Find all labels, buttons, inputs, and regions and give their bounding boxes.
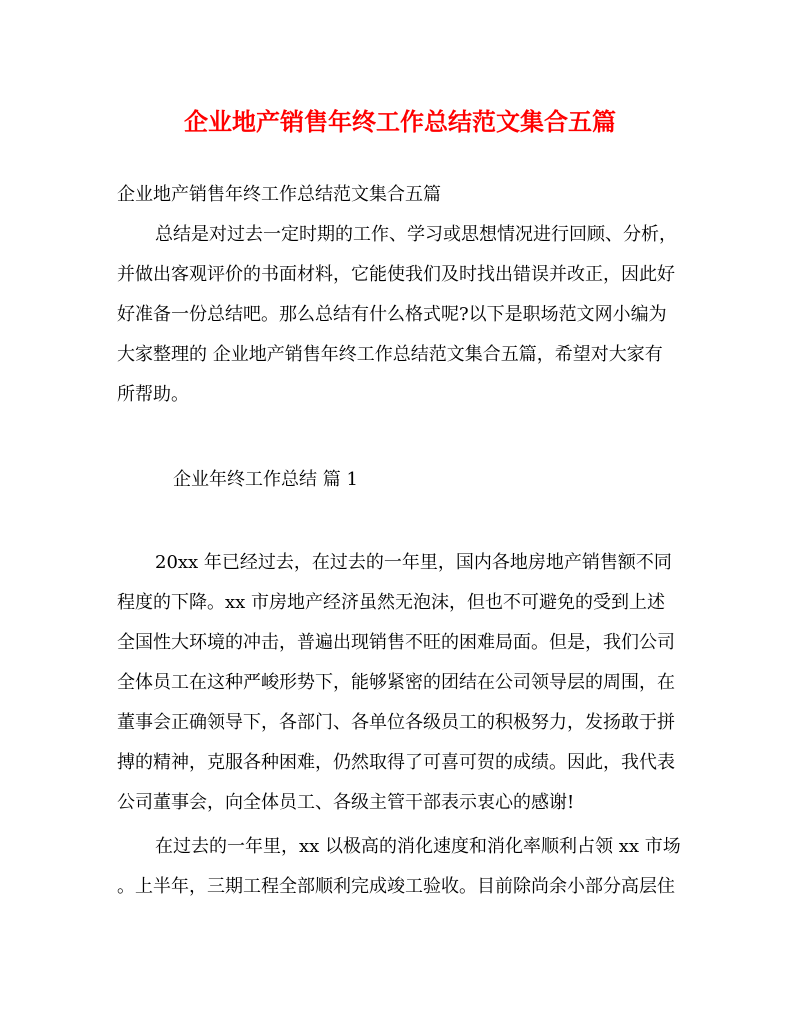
- para1-line-1: 20xx 年已经过去，在过去的一年里，国内各地房地产销售额不同: [155, 552, 672, 573]
- para1-line-4: 全体员工在这种严峻形势下，能够紧密的团结在公司领导层的周围，在: [117, 672, 675, 693]
- para2-line-1: 在过去的一年里，xx 以极高的消化速度和消化率顺利占领 xx 市场: [155, 836, 681, 857]
- intro-line-3: 好准备一份总结吧。那么总结有什么格式呢?以下是职场范文网小编为: [117, 304, 667, 325]
- para1-line-2: 程度的下降。xx 市房地产经济虽然无泡沫，但也不可避免的受到上述: [117, 592, 666, 613]
- document-title: 企业地产销售年终工作总结范文集合五篇: [184, 107, 616, 136]
- intro-line-4: 大家整理的 企业地产销售年终工作总结范文集合五篇，希望对大家有: [117, 344, 663, 365]
- para1-line-7: 公司董事会，向全体员工、各级主管干部表示衷心的感谢!: [117, 792, 575, 813]
- para1-line-5: 董事会正确领导下，各部门、各单位各级员工的积极努力，发扬敢于拼: [117, 712, 675, 733]
- intro-line-5: 所帮助。: [117, 384, 189, 405]
- intro-line-2: 并做出客观评价的书面材料，它能使我们及时找出错误并改正，因此好: [117, 264, 675, 285]
- document-subtitle: 企业地产销售年终工作总结范文集合五篇: [117, 184, 441, 205]
- section-heading: 企业年终工作总结 篇 1: [173, 469, 358, 490]
- para1-line-6: 搏的精神，克服各种困难，仍然取得了可喜可贺的成绩。因此，我代表: [117, 752, 675, 773]
- para2-line-2: 。上半年，三期工程全部顺利完成竣工验收。目前除尚余小部分高层住: [117, 876, 675, 897]
- intro-line-1: 总结是对过去一定时期的工作、学习或思想情况进行回顾、分析，: [155, 224, 677, 245]
- para1-line-3: 全国性大环境的冲击，普遍出现销售不旺的困难局面。但是，我们公司: [117, 632, 675, 653]
